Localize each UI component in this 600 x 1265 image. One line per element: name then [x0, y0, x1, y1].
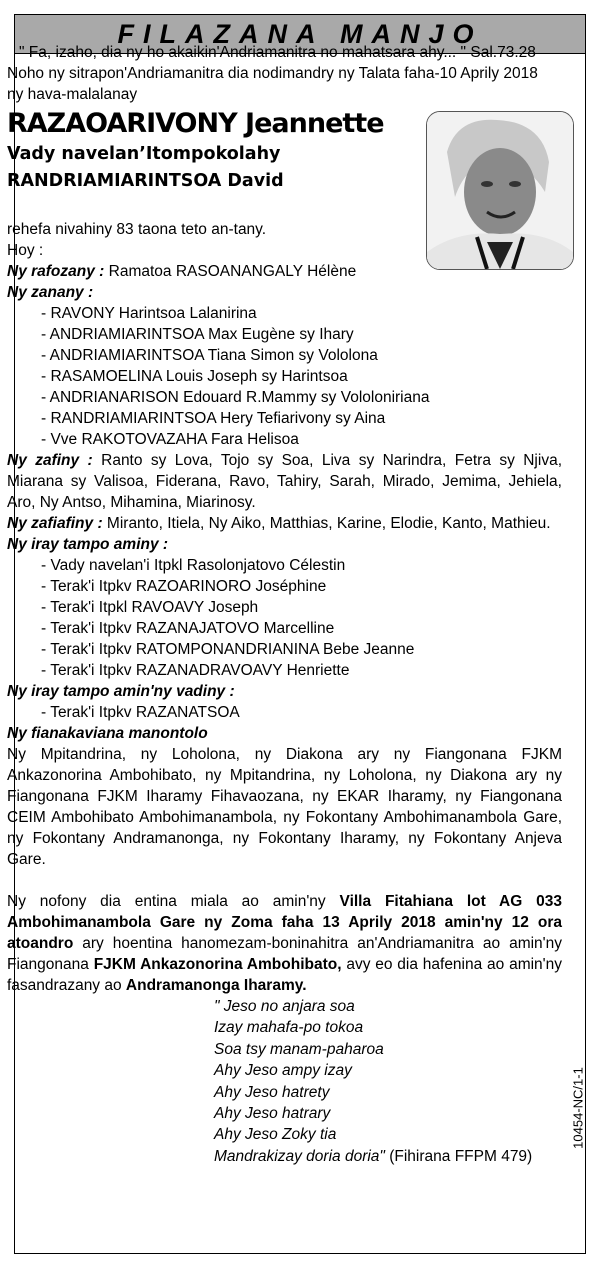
list-item: - Terak'i Itpkv RAZANAJATOVO Marcelline [41, 620, 335, 637]
poem-line: Izay mahafa-po tokoa [214, 1019, 364, 1037]
poem-line: Ahy Jeso Zoky tia [214, 1126, 337, 1144]
poem-last-line: Mandrakizay doria doria" (Fihirana FFPM 479) [214, 1147, 533, 1165]
poem-line: Ahy Jeso hatrary [214, 1105, 331, 1123]
list-item: - Terak'i Itpkv RAZANATSOA [41, 704, 240, 721]
fianakaviana-text: Ny Mpitandrina, ny Loholona, ny Diakona ary ny Fiangonana FJKM Ankazonorina Ambohibato, ny Mpitandrina, ny Loholona, ny Diakona ary ny Fiangonana FJKM Iharamy Fihavaozana, ny EKAR Iharamy, ny Fiangonana CEIM Ambohibato Ambohimanambola, ny Fokontany Ambohimanambola Gare, ny Fokontany Andramanonga, ny Fokontany Iharamy, ny Fokontany Anjeva Gare. [7, 746, 562, 868]
zafiafiny-section: Ny zafiafiny : Miranto, Itiela, Ny Aiko, Matthias, Karine, Elodie, Kanto, Mathieu. [7, 515, 551, 532]
spouse-line: Vady navelan’Itompokolahy [7, 144, 281, 164]
notice-banner: FILAZANA MANJO [15, 15, 585, 54]
list-item: - Terak'i Itpkv RAZANADRAVOAVY Henriette [41, 662, 350, 679]
list-item: - ANDRIANARISON Edouard R.Mammy sy Vololoniriana [41, 389, 430, 406]
list-item: - Terak'i Itpkl RAVOAVY Joseph [41, 599, 259, 616]
list-item: - Vady navelan'i Itpkl Rasolonjatovo Célestin [41, 557, 346, 574]
list-item: - Terak'i Itpkv RAZOARINORO Joséphine [41, 578, 327, 595]
age-line: rehefa nivahiny 83 taona teto an-tany. [7, 221, 267, 238]
poem-line: Ahy Jeso hatrety [214, 1083, 330, 1101]
list-item: - Terak'i Itpkv RATOMPONANDRIANINA Bebe Jeanne [41, 641, 415, 658]
tampo-vadiny-label: Ny iray tampo amin'ny vadiny : [7, 683, 235, 700]
spouse-name: RANDRIAMIARINTSOA David [7, 171, 284, 191]
funeral-details: Ny nofony dia entina miala ao amin'ny Villa Fitahiana lot AG 033 Ambohimanambola Gare ny Zoma faha 13 Aprily 2018 amin'ny 12 ora atoandro ary hoentina hanomezam-boninahitra an'Andriamanitra ao amin'ny Fiangonana FJKM Ankazonorina Ambohibato, avy eo dia hafenina ao amin'ny fasandrazany ao Andramanonga Iharamy. [7, 893, 563, 994]
list-item: - RANDRIAMIARINTSOA Hery Tefiarivony sy Aina [41, 410, 386, 427]
list-item: - Vve RAKOTOVAZAHA Fara Helisoa [41, 431, 299, 448]
tampo-label: Ny iray tampo aminy : [7, 536, 169, 553]
death-announcement: Noho ny sitrapon'Andriamanitra dia nodimandry ny Talata faha-10 Aprily 2018 [7, 65, 538, 82]
deceased-name: RAZAOARIVONY Jeannette [7, 108, 384, 139]
poem-line: " Jeso no anjara soa [214, 998, 355, 1015]
fianakaviana-label: Ny fianakaviana manontolo [7, 725, 208, 742]
zanany-label: Ny zanany : [7, 284, 94, 301]
list-item: - RASAMOELINA Louis Joseph sy Harintsoa [41, 368, 348, 385]
reference-code: 10454-NC/1-1 [570, 1067, 586, 1149]
list-item: - ANDRIAMIARINTSOA Max Eugène sy Ihary [41, 326, 354, 343]
notice-body [7, 42, 562, 1167]
poem-line: Ahy Jeso ampy izay [214, 1062, 352, 1080]
rafozany-section: Ny rafozany : Ramatoa RASOANANGALY Hélène [7, 263, 357, 280]
list-item: - ANDRIAMIARINTSOA Tiana Simon sy Vololona [41, 347, 378, 364]
bible-quote: " Fa, izaho, dia ny ho akaikin'Andriamanitra no mahatsara ahy... " Sal.73.28 [19, 44, 536, 61]
list-item: - RAVONY Harintsoa Lalanirina [41, 305, 257, 322]
hoy-line: Hoy : [7, 242, 44, 259]
poem-line: Soa tsy manam-paharoa [214, 1040, 384, 1058]
announcement-continuation: ny hava-malalanay [7, 86, 138, 103]
hymn-poem [7, 996, 562, 1167]
zafiny-section: Ny zafiny : Ranto sy Lova, Tojo sy Soa, Liva sy Narindra, Fetra sy Njiva, Miarana sy Valisoa, Fiderana, Ravo, Tahiry, Sarah, Mirado, Jemima, Jehiela, Aro, Ny Antso, Mihamina, Miarinosy. [7, 452, 562, 511]
